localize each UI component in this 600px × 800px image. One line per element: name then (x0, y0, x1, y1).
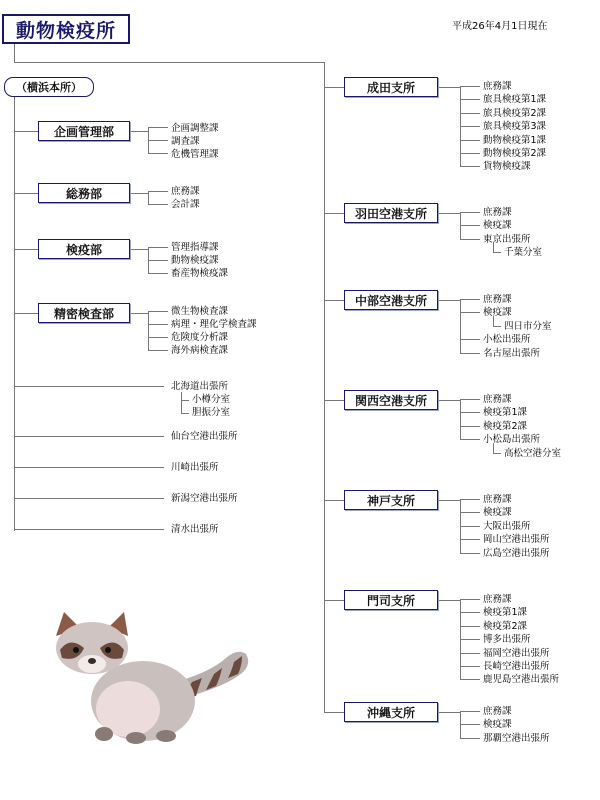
branch-item: 鹿児島空港出張所 (483, 674, 560, 686)
connector-line (181, 413, 189, 414)
connector-line (14, 529, 164, 530)
dept-box-quarantine[interactable]: 検疫部 (38, 239, 130, 259)
branch-item: 庶務課 (483, 81, 512, 92)
connector-line (148, 337, 168, 338)
branch-sub-item: 高松空港分室 (504, 447, 562, 459)
branch-box-kansai[interactable]: 関西空港支所 (344, 390, 438, 410)
connector-line (14, 436, 164, 437)
connector-line (148, 140, 168, 141)
branch-item: 庶務課 (483, 207, 512, 218)
section-item: 動物検疫課 (171, 255, 219, 266)
connector-line (148, 324, 168, 325)
branch-item: 庶務課 (483, 394, 512, 405)
connector-line (324, 300, 344, 301)
connector-line (460, 666, 480, 667)
connector-line (438, 500, 460, 501)
as-of-date: 平成26年4月1日現在 (452, 21, 548, 32)
connector-line (148, 311, 168, 312)
section-item: 病理・理化学検査課 (171, 319, 257, 330)
connector-line (493, 326, 501, 327)
connector-line (460, 312, 480, 313)
connector-line (148, 153, 168, 154)
connector-line (324, 213, 344, 214)
dept-box-precision-inspection[interactable]: 精密検査部 (38, 303, 130, 323)
branch-item: 検疫第1課 (483, 607, 528, 619)
branch-item: 庶務課 (483, 494, 512, 505)
connector-line (181, 400, 189, 401)
branch-item: 動物検疫第1課 (483, 134, 547, 146)
connector-line (324, 600, 344, 601)
branch-item: 庶務課 (483, 294, 512, 305)
connector-line (460, 724, 480, 725)
branch-box-narita[interactable]: 成田支所 (344, 77, 438, 97)
office-sub-item: 小樽分室 (192, 394, 231, 405)
branch-item: 広島空港出張所 (483, 547, 550, 559)
branch-item: 大阪出張所 (483, 520, 531, 532)
connector-line (460, 99, 480, 100)
branch-item: 福岡空港出張所 (483, 647, 550, 659)
connector-line (460, 626, 480, 627)
connector-line (460, 166, 480, 167)
connector-line (438, 400, 460, 401)
office-item: 仙台空港出張所 (171, 431, 238, 442)
branch-item: 検疫第2課 (483, 620, 528, 632)
connector-line (460, 299, 480, 300)
connector-line (460, 711, 480, 712)
connector-line (460, 113, 480, 114)
connector-line (460, 239, 480, 240)
office-item: 清水出張所 (171, 524, 219, 535)
connector-line (460, 212, 480, 213)
branch-box-haneda[interactable]: 羽田空港支所 (344, 203, 438, 223)
connector-line (14, 44, 15, 62)
connector-line (438, 87, 460, 88)
connector-line (14, 467, 164, 468)
connector-line (14, 249, 38, 250)
connector-line (14, 386, 164, 387)
branch-item: 検疫課 (483, 220, 512, 232)
section-item: 調査課 (171, 136, 200, 147)
connector-line (148, 127, 168, 128)
office-item: 北海道出張所 (171, 381, 229, 392)
section-item: 微生物検査課 (171, 306, 229, 317)
section-item: 畜産物検疫課 (171, 268, 229, 279)
connector-line (14, 131, 38, 132)
connector-line (460, 553, 480, 554)
connector-line (460, 225, 480, 226)
branch-box-kobe[interactable]: 神戸支所 (344, 490, 438, 510)
branch-item: 旅具検疫第3課 (483, 121, 547, 133)
page-title: 動物検疫所 (2, 14, 130, 44)
connector-line (181, 392, 182, 413)
connector-line (324, 500, 344, 501)
connector-line (460, 439, 480, 440)
connector-line (14, 498, 164, 499)
connector-line (130, 193, 148, 194)
section-item: 企画調整課 (171, 123, 219, 134)
connector-line (460, 738, 480, 739)
branch-sub-item: 千葉分室 (504, 247, 543, 259)
connector-line (148, 191, 168, 192)
branch-item: 貨物検疫課 (483, 161, 531, 173)
section-item: 危険度分析課 (171, 332, 229, 343)
connector-line (460, 126, 480, 127)
branch-item: 那覇空港出張所 (483, 732, 550, 744)
branch-item: 検疫課 (483, 507, 512, 519)
connector-line (130, 249, 148, 250)
connector-line (324, 62, 325, 712)
connector-line (148, 191, 149, 204)
connector-line (438, 300, 460, 301)
branch-item: 検疫課 (483, 307, 512, 319)
connector-line (460, 353, 480, 354)
connector-line (148, 204, 168, 205)
branch-item: 検疫第2課 (483, 420, 528, 432)
connector-line (14, 313, 38, 314)
branch-item: 小松出張所 (483, 334, 531, 346)
connector-line (324, 400, 344, 401)
connector-line (148, 311, 149, 350)
branch-item: 検疫課 (483, 719, 512, 731)
office-sub-item: 胆振分室 (192, 407, 231, 418)
branch-box-okinawa[interactable]: 沖縄支所 (344, 702, 438, 722)
connector-line (460, 399, 480, 400)
connector-line (460, 679, 480, 680)
branch-item: 旅具検疫第1課 (483, 94, 547, 106)
connector-line (460, 140, 480, 141)
connector-line (460, 299, 461, 353)
connector-line (148, 350, 168, 351)
connector-line (438, 600, 460, 601)
connector-line (438, 712, 460, 713)
connector-line (460, 86, 480, 87)
connector-line (130, 131, 148, 132)
connector-line (460, 412, 480, 413)
branch-item: 検疫第1課 (483, 407, 528, 419)
connector-line (493, 453, 501, 454)
branch-sub-item: 四日市分室 (504, 320, 552, 332)
branch-item: 長崎空港出張所 (483, 661, 550, 672)
branch-item: 動物検疫第2課 (483, 148, 547, 159)
section-item: 会計課 (171, 199, 200, 210)
branch-box-moji[interactable]: 門司支所 (344, 590, 438, 610)
branch-box-chubu[interactable]: 中部空港支所 (344, 290, 438, 310)
branch-item: 岡山空港出張所 (483, 534, 550, 546)
connector-line (460, 539, 480, 540)
connector-line (148, 260, 168, 261)
connector-line (460, 426, 480, 427)
connector-line (14, 62, 324, 63)
raccoon-icon (48, 606, 263, 746)
office-item: 川崎出張所 (171, 462, 219, 473)
dept-box-planning[interactable]: 企画管理部 (38, 121, 130, 141)
connector-line (130, 313, 148, 314)
raccoon-head (56, 612, 128, 674)
connector-line (460, 599, 480, 600)
connector-line (148, 273, 168, 274)
connector-line (324, 87, 344, 88)
connector-line (14, 193, 38, 194)
branch-item: 小松島出張所 (483, 434, 541, 446)
connector-line (14, 97, 15, 531)
section-item: 管理指導課 (171, 242, 219, 253)
branch-item: 庶務課 (483, 706, 512, 717)
connector-line (460, 612, 480, 613)
connector-line (148, 247, 168, 248)
connector-line (460, 153, 480, 154)
dept-box-general-affairs[interactable]: 総務部 (38, 183, 130, 203)
branch-item: 博多出張所 (483, 634, 531, 646)
section-item: 庶務課 (171, 186, 200, 197)
branch-item: 庶務課 (483, 594, 512, 605)
connector-line (438, 213, 460, 214)
connector-line (460, 512, 480, 513)
branch-item: 名古屋出張所 (483, 347, 541, 359)
connector-line (460, 339, 480, 340)
office-item: 新潟空港出張所 (171, 493, 238, 504)
connector-line (324, 712, 344, 713)
hq-label: （横浜本所） (4, 77, 94, 97)
connector-line (460, 399, 461, 439)
connector-line (460, 653, 480, 654)
connector-line (460, 526, 480, 527)
branch-item: 東京出張所 (483, 233, 531, 245)
connector-line (493, 252, 501, 253)
connector-line (460, 499, 480, 500)
branch-item: 旅具検疫第2課 (483, 107, 547, 119)
section-item: 海外病検査課 (171, 345, 229, 356)
section-item: 危機管理課 (171, 149, 219, 160)
connector-line (460, 639, 480, 640)
